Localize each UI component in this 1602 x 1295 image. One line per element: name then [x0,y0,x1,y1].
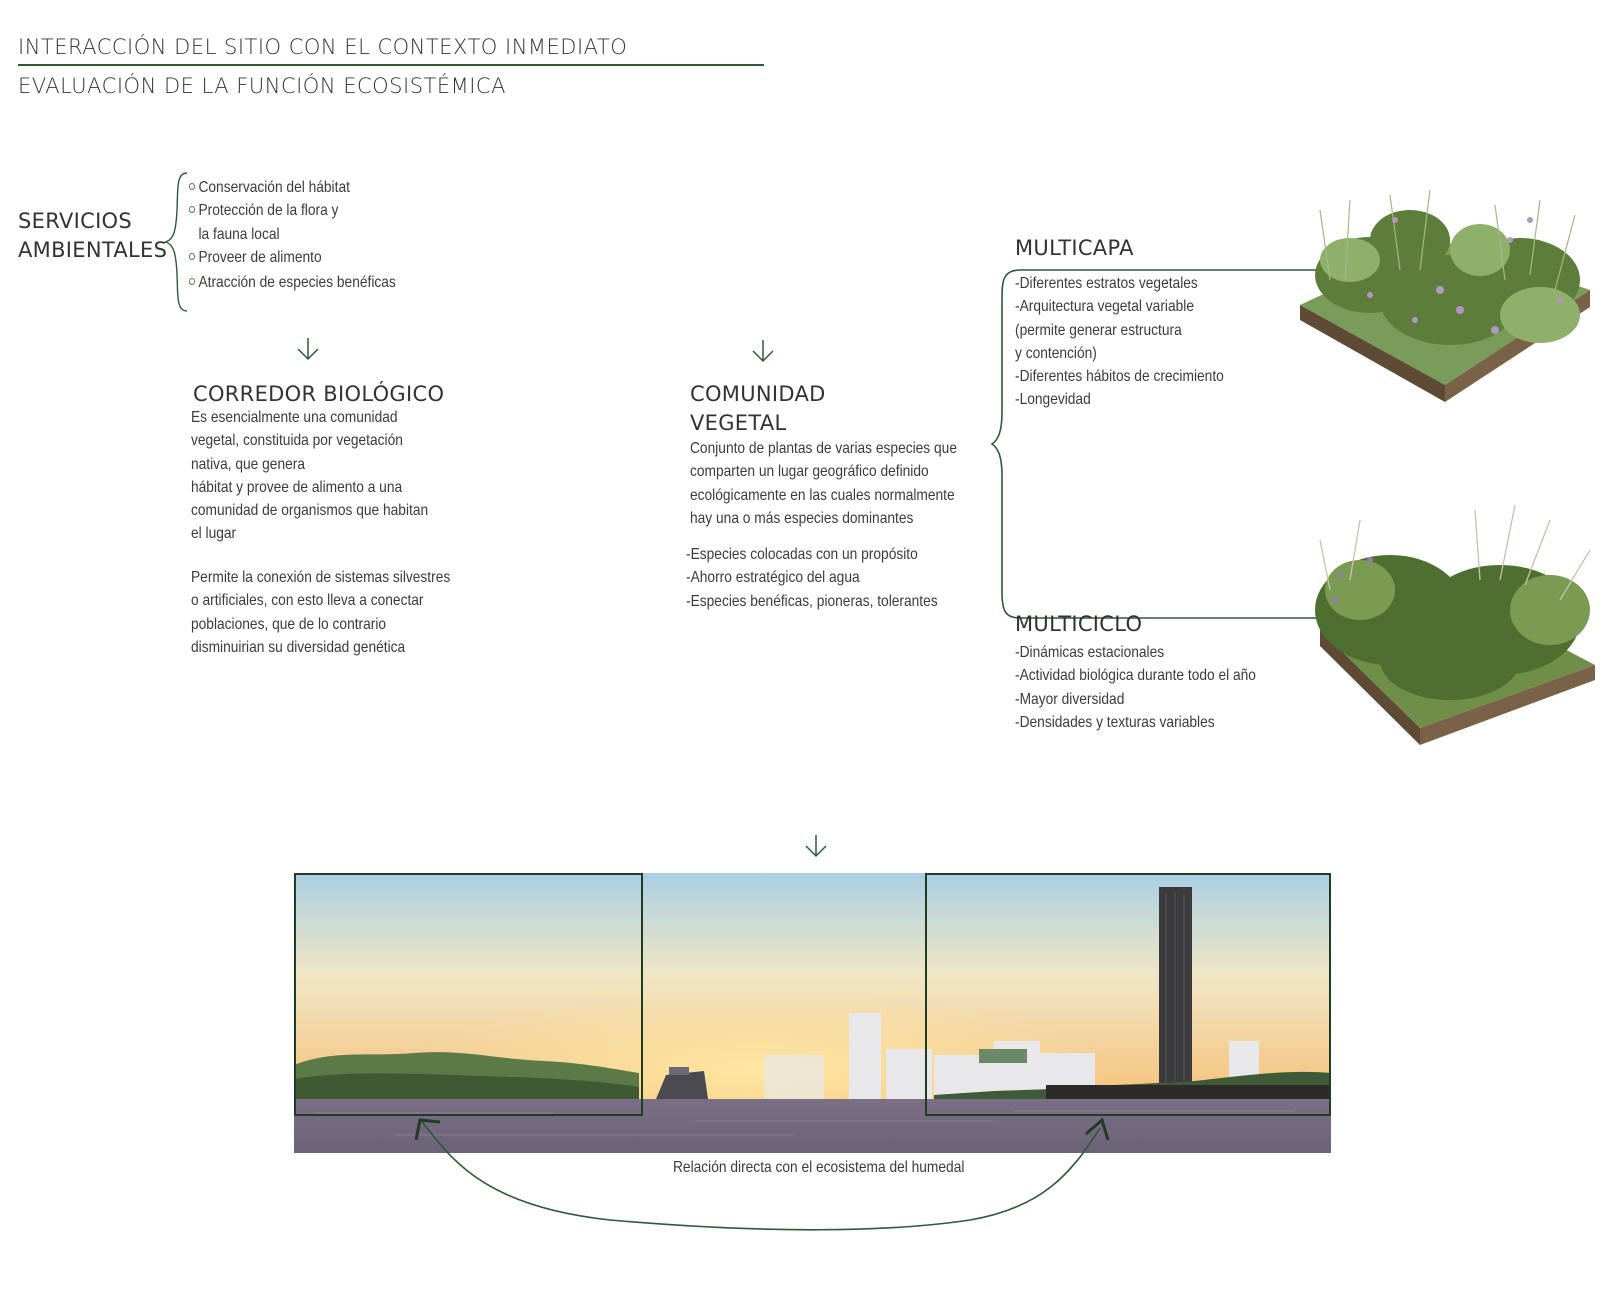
corredor-line: poblaciones, que de lo contrario [191,615,387,633]
panorama-caption: Relación directa con el ecosistema del humedal [673,1159,965,1176]
corredor-line: o artificiales, con esto lleva a conectar [191,592,424,610]
list-item: -Especies benéficas, pioneras, tolerantes [686,592,938,610]
corredor-paragraph-2 [191,566,450,659]
multicapa-planter-illustration [1290,180,1602,430]
comunidad-line: hay una o más especies dominantes [690,509,914,527]
servicios-item-text: Atracción de especies benéficas [198,274,396,292]
corredor-line: comunidad de organismos que habitan [191,502,429,520]
arrow-down-icon [295,336,321,362]
list-item: -Diferentes hábitos de crecimiento [1015,368,1224,386]
multiciclo-list [1015,641,1256,734]
curly-brace-icon [160,170,190,315]
list-item: -Diferentes estratos vegetales [1015,275,1198,292]
servicios-label [18,207,167,265]
servicios-label-line: SERVICIOS [18,209,133,233]
list-item: -Mayor diversidad [1015,690,1125,708]
list-item: -Especies colocadas con un propósito [686,546,918,563]
comunidad-paragraph [690,437,957,530]
list-item: -Dinámicas estacionales [1015,644,1165,661]
list-item [189,199,396,246]
comunidad-title-line: VEGETAL [690,411,787,435]
servicios-item-text: Proveer de alimento [198,248,322,266]
multiciclo-planter-illustration [1300,500,1602,760]
comunidad-line: Conjunto de plantas de varias especies que [690,440,957,457]
bullet-icon [189,278,195,285]
servicios-item-text [198,199,338,246]
servicios-list [189,176,396,294]
comunidad-line: comparten un lugar geográfico definido [690,463,929,481]
multicapa-title: MULTICAPA [1015,236,1134,260]
page-title: INTERACCIÓN DEL SITIO CON EL CONTEXTO INMEDIATO [18,35,628,59]
urban-edge-frame [925,873,1331,1116]
list-item: -Densidades y texturas variables [1015,713,1215,731]
list-item: -Ahorro estratégico del agua [686,569,860,587]
list-item [189,271,396,294]
corredor-title: CORREDOR BIOLÓGICO [193,382,445,406]
list-item [189,176,396,199]
list-item: -Arquitectura vegetal variable [1015,298,1194,316]
servicios-label-line: AMBIENTALES [18,238,168,262]
multiciclo-title: MULTICICLO [1015,612,1143,636]
list-item: -Longevidad [1015,391,1091,409]
arrow-down-icon [803,833,829,859]
bullet-icon [189,183,195,190]
corredor-line: disminuirian su diversidad genética [191,638,406,656]
corredor-line: vegetal, constituida por vegetación [191,432,403,450]
corredor-line: el lugar [191,525,237,543]
corredor-paragraph-1 [191,406,428,546]
comunidad-title-line: COMUNIDAD [690,382,826,406]
arrow-down-icon [750,338,776,364]
corredor-line: Permite la conexión de sistemas silvestres [191,569,451,586]
title-divider [18,64,764,66]
list-item: (permite generar estructura [1015,321,1182,339]
list-item: y contención) [1015,344,1097,362]
list-item [189,246,396,269]
corredor-line: hábitat y provee de alimento a una [191,478,403,496]
corredor-line: Es esencialmente una comunidad [191,409,398,426]
page-subtitle: EVALUACIÓN DE LA FUNCIÓN ECOSISTÉMICA [18,74,506,98]
multicapa-list [1015,272,1224,412]
bullet-icon [189,206,195,213]
comunidad-line: ecológicamente en las cuales normalmente [690,486,955,504]
list-item: -Actividad biológica durante todo el año [1015,667,1256,685]
servicios-item-text: Conservación del hábitat [198,179,350,196]
comunidad-list [686,543,938,613]
corredor-line: nativa, que genera [191,455,305,473]
natural-wetland-frame [294,873,643,1116]
comunidad-title [690,380,826,438]
servicios-item-line: Protección de la flora y [198,202,339,220]
servicios-item-line: la fauna local [198,225,280,243]
bullet-icon [189,253,195,260]
